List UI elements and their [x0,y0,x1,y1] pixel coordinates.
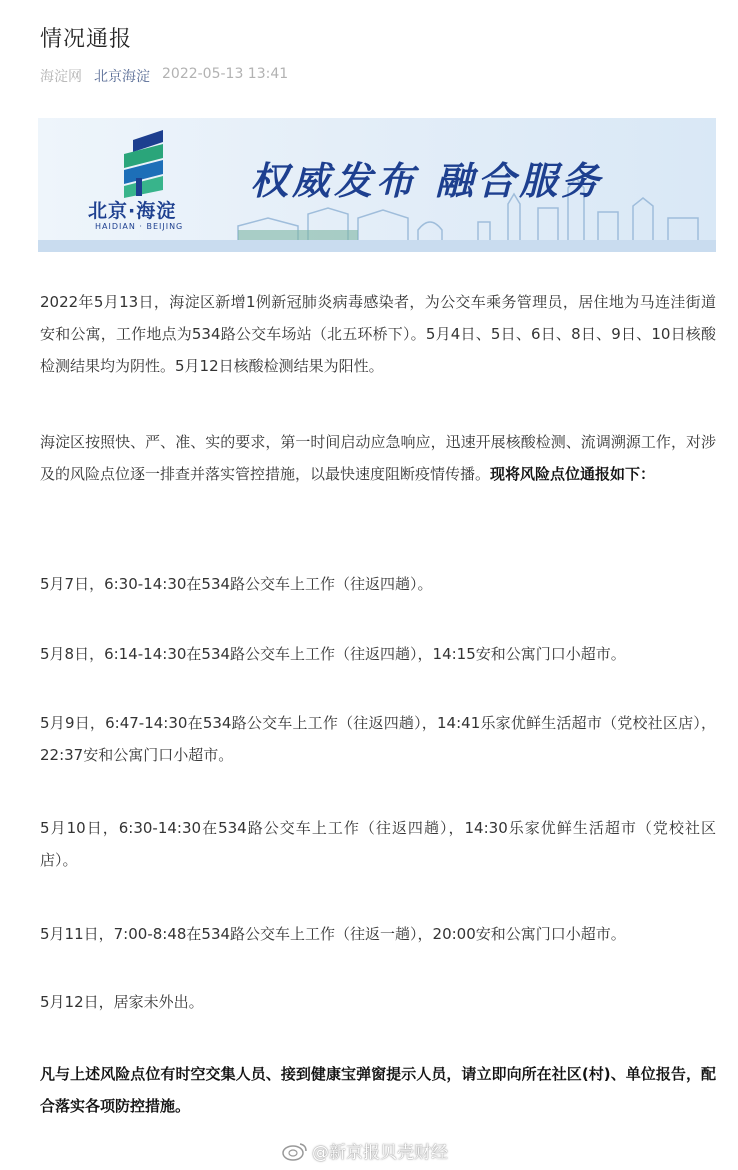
paragraph-may9: 5月9日，6:47-14:30在534路公交车上工作（往返四趟），14:41乐家优鲜生活超市（党校社区店），22:37安和公寓门口小超市。 [40,714,716,764]
paragraph-notice: 凡与上述风险点位有时空交集人员、接到健康宝弹窗提示人员，请立即向所在社区(村)、单位报告，配合落实各项防控措施。 [40,1065,716,1115]
paragraph-may8: 5月8日，6:14-14:30在534路公交车上工作（往返四趟），14:15安和公寓门口小超市。 [40,645,626,663]
account-name-link[interactable]: 北京海淀 [94,69,150,85]
article-source: 海淀网 [40,69,82,85]
banner-logo-subtext: HAIDIAN · BEIJING [95,222,184,231]
paragraph-case-info: 2022年5月13日，海淀区新增1例新冠肺炎病毒感染者，为公交车乘务管理员，居住地为马连洼街道安和公寓，工作地点为534路公交车场站（北五环桥下）。5月4日、5日、6日、8日、9日、10日核酸检测结果均为阴性。5月12日核酸检测结果为阳性。 [40,293,716,375]
response-bold-text: 现将风险点位通报如下： [490,465,656,483]
article-title: 情况通报 [40,27,133,52]
paragraph-response [40,426,716,490]
publish-datetime: 2022-05-13 13:41 [162,66,289,82]
paragraph-may7: 5月7日，6:30-14:30在534路公交车上工作（往返四趟）。 [40,575,433,593]
weibo-icon [282,1141,308,1161]
paragraph-may12: 5月12日，居家未外出。 [40,993,204,1011]
watermark-text: @新京报贝壳财经 [312,1143,448,1163]
article-meta [40,66,288,86]
response-text: 海淀区按照快、严、准、实的要求，第一时间启动应急响应，迅速开展核酸检测、流调溯源工作，对涉及的风险点位逐一排查并落实管控措施，以最快速度阻断疫情传播。 [40,433,716,483]
paragraph-may11: 5月11日，7:00-8:48在534路公交车上工作（往返一趟），20:00安和公寓门口小超市。 [40,925,626,943]
banner-logo-text: 北京·海淀 [88,200,177,222]
haidian-logo-icon [124,130,163,198]
banner-slogan: 权威发布 融合服务 [250,158,604,203]
paragraph-may10: 5月10日，6:30-14:30在534路公交车上工作（往返四趟），14:30乐家优鲜生活超市（党校社区店）。 [40,819,716,869]
watermark [282,1138,448,1163]
